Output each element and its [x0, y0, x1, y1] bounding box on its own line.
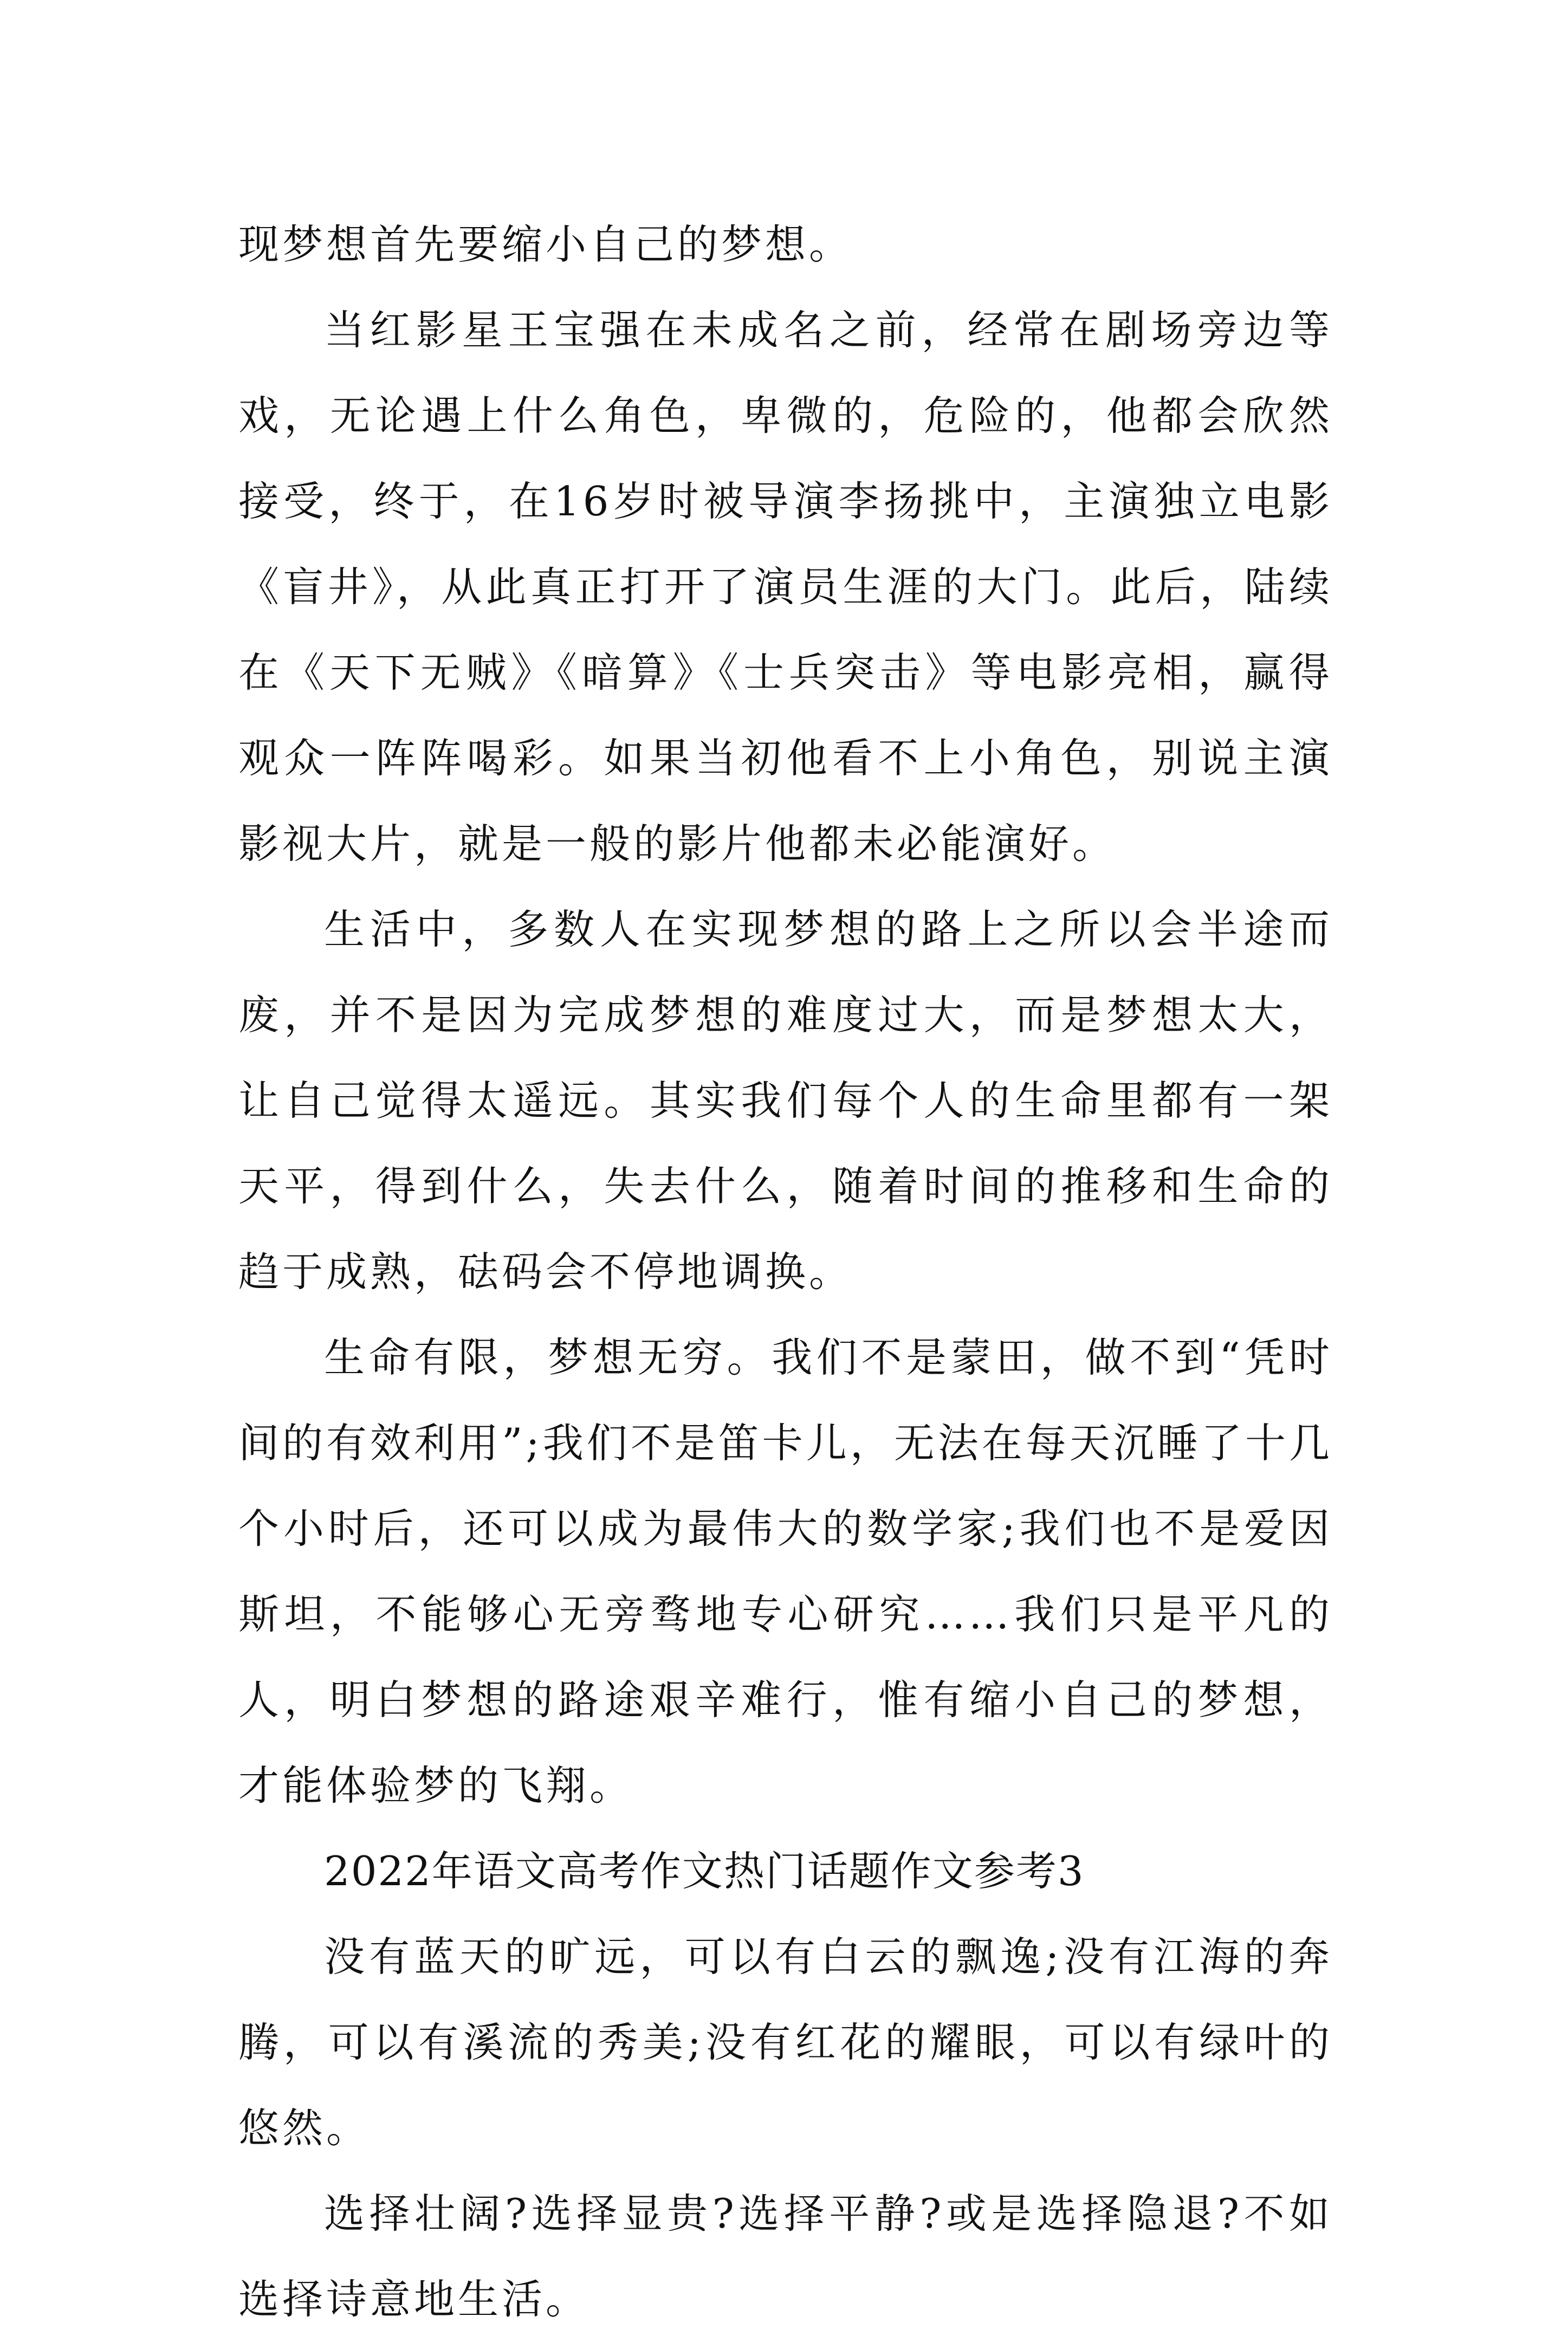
essay-heading: 2022年语文高考作文热门话题作文参考3: [324, 1847, 1085, 1895]
paragraph-life-scale: 生活中，多数人在实现梦想的路上之所以会半途而废，并不是因为完成梦想的难度过大，而是梦想太大，让自己觉得太遥远。其实我们每个人的生命里都有一架天平，得到什么，失去什么，随着时间的推移和生命的趋于成熟，砝码会不停地调换。: [238, 905, 1333, 1296]
paragraph-blue-sky: 没有蓝天的旷远，可以有白云的飘逸;没有江海的奔腾，可以有溪流的秀美;没有红花的耀眼，可以有绿叶的悠然。: [238, 1933, 1333, 2152]
paragraph-choose-poetic-life: 选择壮阔?选择显贵?选择平静?或是选择隐退?不如选择诗意地生活。: [238, 2190, 1333, 2323]
paragraph-limited-life: 生命有限，梦想无穷。我们不是蒙田，做不到“凭时间的有效利用”;我们不是笛卡儿，无法在每天沉睡了十几个小时后，还可以成为最伟大的数学家;我们也不是爱因斯坦，不能够心无旁骛地专心研究……我们只是平凡的人，明白梦想的路途艰辛难行，惟有缩小自己的梦想，才能体验梦的飞翔。: [238, 1334, 1333, 1809]
paragraph-wang-baoqiang: 当红影星王宝强在未成名之前，经常在剧场旁边等戏，无论遇上什么角色，卑微的，危险的，他都会欣然接受，终于，在16岁时被导演李扬挑中，主演独立电影《盲井》，从此真正打开了演员生涯的大门。此后，陆续在《天下无贼》《暗算》《士兵突击》等电影亮相，赢得观众一阵阵喝彩。如果当初他看不上小角色，别说主演影视大片，就是一般的影片他都未必能演好。: [238, 306, 1333, 868]
paragraph-continuation: 现梦想首先要缩小自己的梦想。: [238, 221, 853, 268]
document-body: [238, 202, 1333, 2342]
